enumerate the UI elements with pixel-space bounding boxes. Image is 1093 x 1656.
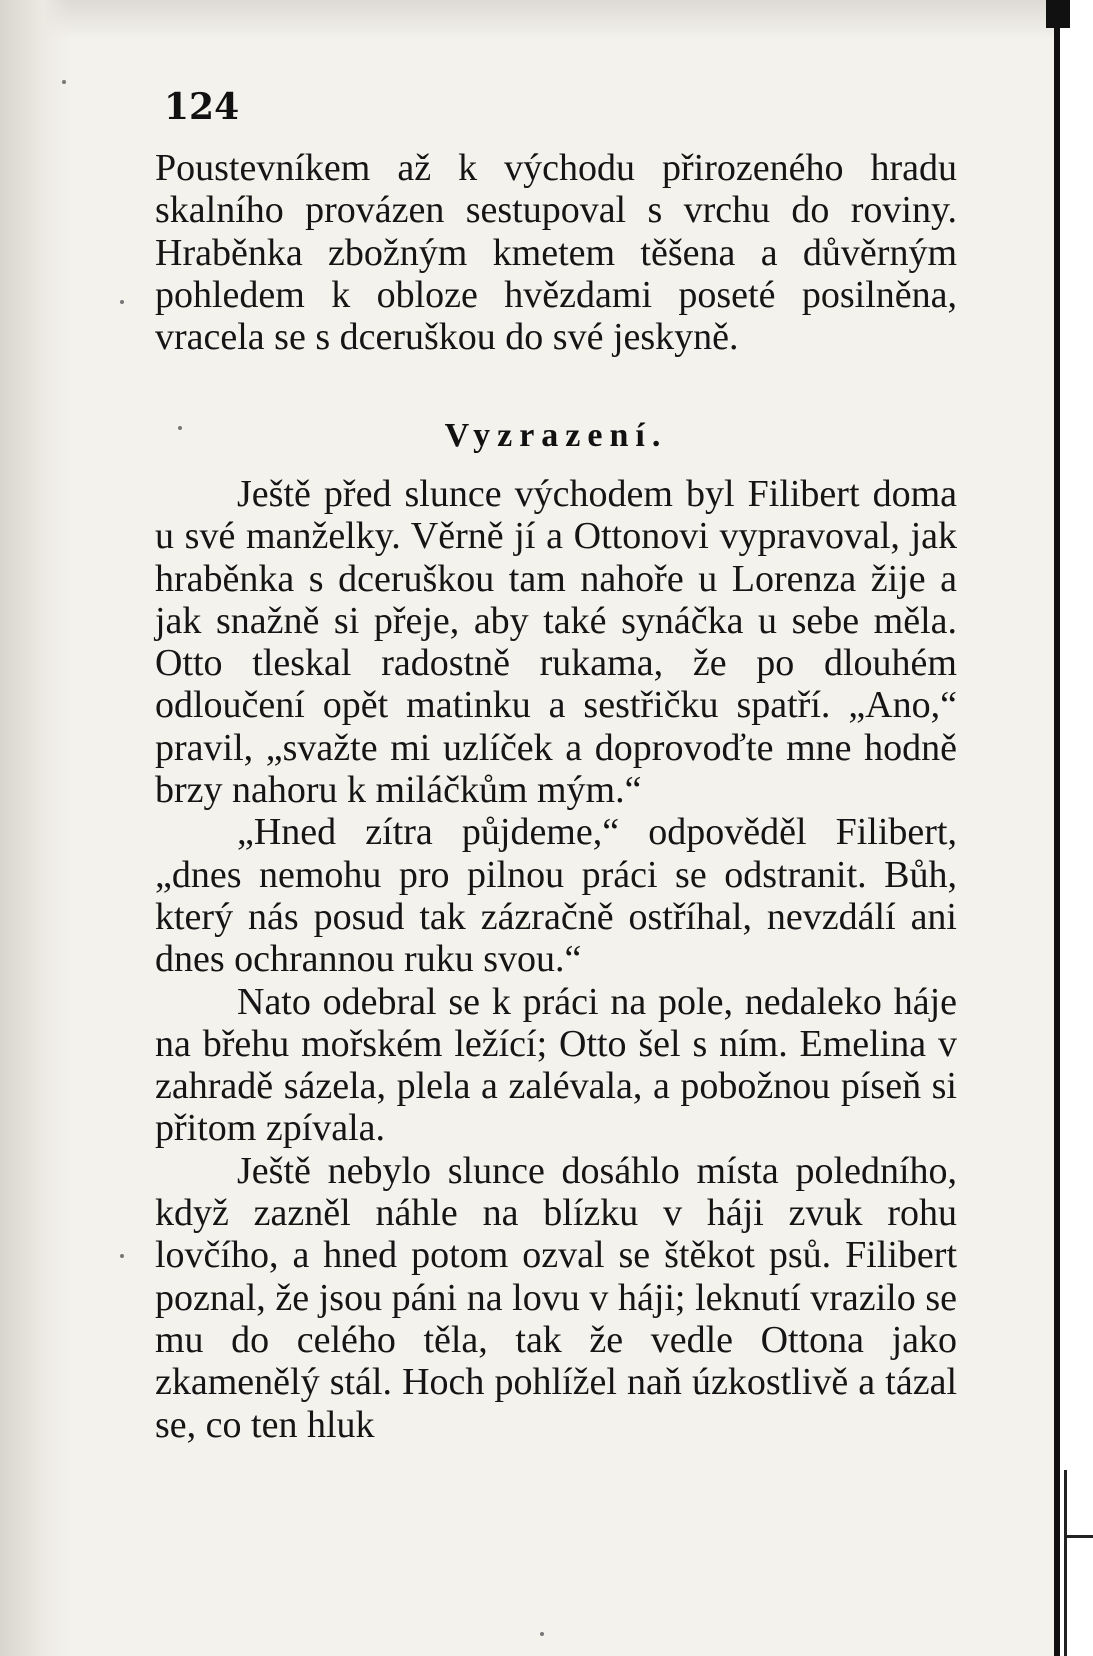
scan-top-shadow xyxy=(0,0,1093,40)
opening-paragraph: Poustevníkem až k východu přirozeného hradu skalního provázen sestupoval s vrchu do roviny. Hraběnka zbožným kmetem těšena a důvěrným pohledem k obloze hvězdami poseté posilněna, vracela se s dceruškou do své jeskyně. xyxy=(155,147,957,359)
scan-right-margin xyxy=(1059,0,1093,1656)
paragraph: Ještě nebylo slunce dosáhlo místa poledního, když zazněl náhle na blízku v háji zvuk rohu lovčího, a hned potom ozval se štěkot psů. Filibert poznal, že jsou páni na lovu v háji; leknutí vrazilo se mu do celého těla, tak že vedle Ottona jako zkamenělý stál. Hoch pohlížel naň úzkostlivě a tázal se, co ten hluk xyxy=(155,1149,957,1446)
page-edge-rule-secondary xyxy=(1064,1470,1067,1656)
page-edge-tick xyxy=(1064,1535,1093,1538)
scan-left-shadow xyxy=(0,0,70,1656)
scan-speck xyxy=(120,1254,124,1258)
section-heading: Vyzrazení. xyxy=(444,417,668,454)
scan-speck xyxy=(540,1632,544,1636)
paragraph: „Hned zítra půjdeme,“ odpověděl Filibert, „dnes nemohu pro pilnou práci se odstranit. Bůh, který nás posud tak zázračně ostříhal, nevzdálí ani dnes ochrannou ruku svou.“ xyxy=(155,811,957,981)
scan-speck xyxy=(120,300,124,304)
paragraph: Ještě před slunce východem byl Filibert doma u své manželky. Věrně jí a Ottonovi vypravoval, jak hraběnka s dceruškou tam nahoře u Lorenza žije a jak snažně si přeje, aby také synáčka u sebe měla. Otto tleskal radostně rukama, že po dlouhém odloučení opět matinku a sestřičku spatří. „Ano,“ pravil, „svažte mi uzlíček a doprovoďte mne hodně brzy nahoru k miláčkům mým.“ xyxy=(155,473,957,812)
scan-speck xyxy=(62,80,66,84)
paragraph: Nato odebral se k práci na pole, nedaleko háje na břehu mořském ležící; Otto šel s ním. Emelina v zahradě sázela, plela a zalévala, a pobožnou píseň si přitom zpívala. xyxy=(155,980,957,1150)
page-number: 124 xyxy=(164,86,240,128)
body-text xyxy=(155,473,957,1446)
page-edge-rule xyxy=(1054,0,1060,1656)
